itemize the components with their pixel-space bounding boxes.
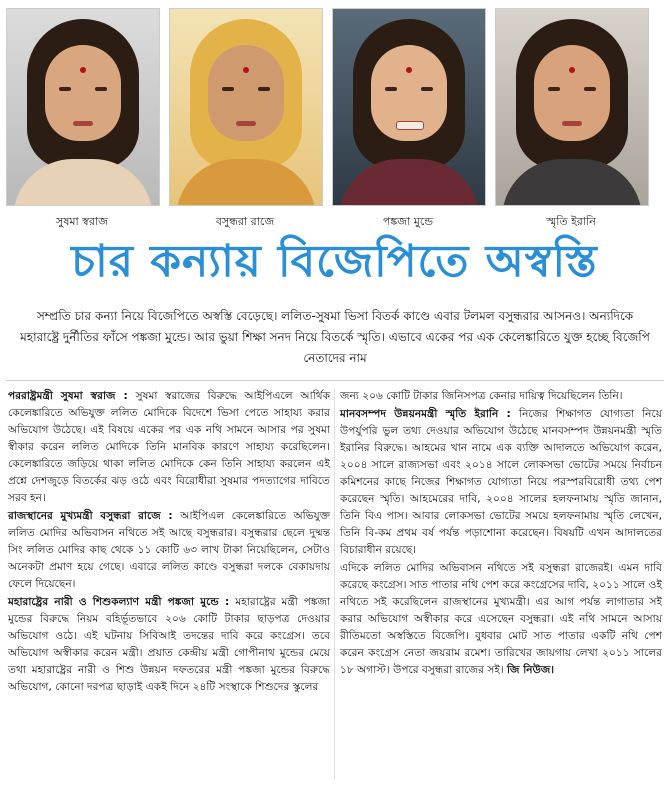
article-paragraph xyxy=(340,406,662,559)
article-paragraph xyxy=(340,388,662,405)
paragraph-text: জন্য ২০৬ কোটি টাকার জিনিসপত্র কেনার দায়িত্ব দিয়েছিলেন তিনি। xyxy=(340,390,623,402)
article-paragraph xyxy=(8,388,330,507)
source-credit: জি নিউজ। xyxy=(507,664,555,676)
photo-smriti-irani xyxy=(495,8,649,206)
article-paragraph xyxy=(8,594,330,696)
paragraph-text: আইপিএল কেলেঙ্কারিতে অভিযুক্ত ললিত মোদির অভিবাসন নথিতে সই আছে বসুন্ধরার। বসুন্ধরার ছেলে দুষ্মন্ত সিং ললিত মোদির কাছ থেকে ১১ কোটি ৬৩ লাখ টাকা নিয়েছিলেন, সেটাও অনেকটা প্রমাণ হয়ে গেছে। এবারে ললিত কাণ্ডে বসুন্ধরা দলকে বেকায়দায় ফেলে দিয়েছেন। xyxy=(8,510,330,590)
photo-pankaja-munde xyxy=(332,8,486,206)
photo-caption: বসুন্ধরা রাজে xyxy=(215,215,275,228)
paragraph-text: মহারাষ্ট্রের মন্ত্রী পঙ্কজা মুন্ডের বিরুদ্ধে নিয়ম বহির্ভূতভাবে ২০৬ কোটি টাকার ছাড়পত্র দেওয়ার অভিযোগ ওঠে। এই ঘটনায় সিবিআই তদন্তের দাবি করে কংগ্রেস। তবে অভিযোগ অস্বীকার করেন মন্ত্রী। প্রয়াত কেন্দ্রীয় মন্ত্রী গোপীনাথ মুন্ডের মেয়ে তথা মহারাষ্ট্রের নারী ও শিশু উন্নয়ন দফতরের মন্ত্রী পঙ্কজা মুন্ডের বিরুদ্ধে অভিযোগ, কোনো দরপত্র ছাড়াই একই দিনে ২৪টি সংস্থাকে শিশুদের স্কুলের xyxy=(8,596,330,693)
intro-paragraph: সম্প্রতি চার কন্যা নিয়ে বিজেপিতে অস্বস্তি বেড়েছে। ললিত-সুষমা ভিসা বিতর্ক কাণ্ডে এবার টলমল বসুন্ধরার আসনও। অন্যদিকে মহারাষ্ট্রে দুর্নীতির ফাঁসে পঙ্কজা মুন্ডে। আর ভুয়া শিক্ষা সনদ নিয়ে বিতর্কে স্মৃতি। এভাবে একের পর এক কেলেঙ্কারিতে যুক্ত হচ্ছে বিজেপি নেতাদের নাম xyxy=(20,309,650,365)
article-column-right xyxy=(340,388,662,680)
photo-strip xyxy=(6,8,664,228)
paragraph-text: সুষমা স্বরাজের বিরুদ্ধে আইপিএলে আর্থিক কেলেঙ্কারিতে অভিযুক্ত ললিত মোদিকে বিদেশে ভিসা পেতে সাহায্য করার অভিযোগ উঠেছে। এই বিষয়ে একের পর এক নথি সামনে আসার পর সুষমা স্বীকার করেন ললিত মোদিকে তিনি মানবিক কারণে সাহায্য করেছিলেন। কেলেঙ্কারিতে জড়িয়ে থাকা ললিত মোদিকে কেন তিনি সাহায্য করলেন এই প্রশ্নে দেশজুড়ে বিতর্কের ঝড় ওঠে এবং বিরোধীরা সুষমার পদত্যাগের দাবিতে সরব হন। xyxy=(8,390,331,504)
paragraph-text: এদিকে ললিত মোদির অভিবাসন নথিতে সই বসুন্ধরা রাজেরই। এমন দাবি করেছে কংগ্রেস। সাত পাতার নথি পেশ করে কংগ্রেসের দাবি, ২০১১ সালে ওই নথিতে সই করেছিলেন রাজস্থানের মুখ্যমন্ত্রী। এর আগ পর্যন্ত লাগাতার সই করার অভিযোগ অস্বীকার করে এসেছেন বসুন্ধরা। এই নথি সামনে আসায় রীতিমতো অস্বস্তিতে বিজেপি। বুধবার মোট সাত পাতার একটি নথি পেশ করেন কংগ্রেস নেতা জয়রাম রমেশ। তারিখের জায়গায় লেখা ২০১১ সালের ১৮ অগাস্ট। উপরে বসুন্ধরা রাজের সই। xyxy=(340,562,662,676)
paragraph-lead: রাজস্থানের মুখ্যমন্ত্রী বসুন্ধরা রাজে : xyxy=(8,510,181,522)
photo-sushma-swaraj xyxy=(6,8,160,206)
article-column-left xyxy=(8,388,330,697)
photo-caption: সুষমা স্বরাজ xyxy=(56,215,108,228)
article-paragraph xyxy=(340,560,662,679)
photo-caption: স্মৃতি ইরানি xyxy=(546,215,596,228)
article-paragraph xyxy=(8,508,330,593)
column-divider xyxy=(334,388,335,780)
photo-caption: পঙ্কজা মুন্ডে xyxy=(382,215,434,228)
paragraph-lead: পররাষ্ট্রমন্ত্রী সুষমা স্বরাজ : xyxy=(8,390,136,402)
paragraph-lead: মহারাষ্ট্রের নারী ও শিশুকল্যাণ মন্ত্রী পঙ্কজা মুন্ডে : xyxy=(8,596,236,608)
paragraph-lead: মানবসম্পদ উন্নয়নমন্ত্রী স্মৃতি ইরানি : xyxy=(340,408,520,420)
paragraph-text: নিজের শিক্ষাগত যোগ্যতা নিয়ে উপর্যুপরি ভুল তথ্য দেওয়ার অভিযোগ উঠেছে মানবসম্পদ উন্নয়নমন্ত্রী স্মৃতি ইরানির বিরুদ্ধে। আহমের খান নামে এক ব্যক্তি আদালতে অভিযোগ করেন, ২০০৪ সালে রাজ্যসভা এবং ২০১৪ সালে লোকসভা ভোটের সময়ে নির্বাচন কমিশনের কাছে নিজের শিক্ষাগত যোগ্যতা নিয়ে পরস্পরবিরোধী তথ্য পেশ করেছেন স্মৃতি। আহমেরের দাবি, ২০০৪ সালের হলফনামায় স্মৃতি জানান, তিনি বিএ পাস। আবার লোকসভা ভোটের সময়ে হলফনামায় স্মৃতি লেখেন, তিনি বি-কম প্রথম বর্ষ পর্যন্ত পড়াশোনা করেছেন। বিষয়টি এখন আদালতের বিচারাধীন রয়েছে। xyxy=(340,408,662,556)
divider xyxy=(6,380,664,381)
photo-vasundhara-raje xyxy=(169,8,323,206)
headline: চার কন্যায় বিজেপিতে অস্বস্তি xyxy=(71,236,598,287)
